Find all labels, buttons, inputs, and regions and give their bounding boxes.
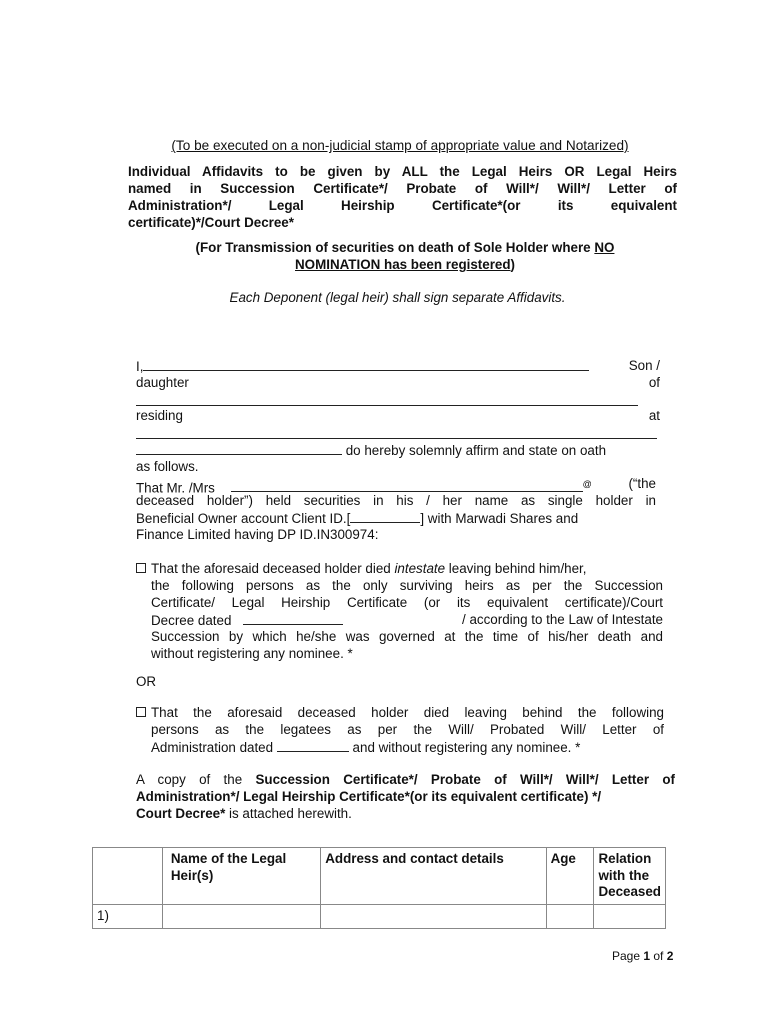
page-number bbox=[612, 949, 673, 963]
page-total: 2 bbox=[666, 949, 674, 963]
declaration-line-6 bbox=[136, 442, 660, 459]
header-name-l2: Heir(s) bbox=[170, 867, 214, 883]
title-line-4: certificate)*/Court Decree* bbox=[128, 215, 294, 230]
option-2-line-1 bbox=[136, 705, 664, 722]
page-word: Page bbox=[612, 949, 644, 963]
option-1-line-5: Succession by which he/she was governed at the time of his/her death and bbox=[151, 629, 663, 644]
decl-at-sign: @ bbox=[582, 479, 592, 489]
decl-mr: That Mr. /Mrs bbox=[136, 480, 215, 496]
opt1-intestate: intestate bbox=[394, 561, 446, 576]
copy-line-2: Administration*/ Legal Heirship Certificate*(or its equivalent certificate) */ bbox=[136, 789, 602, 804]
address-blank-2 bbox=[136, 442, 342, 455]
opt1-law: / according to the Law of Intestate bbox=[462, 612, 663, 627]
option-1-line-2: the following persons as the only surviving heirs as per the Succession bbox=[151, 578, 663, 593]
name-blank bbox=[143, 358, 589, 371]
page-current: 1 bbox=[643, 949, 651, 963]
declaration-line-2 bbox=[136, 375, 660, 392]
client-id-blank bbox=[350, 510, 420, 523]
declaration-line-1 bbox=[136, 358, 660, 375]
decl-of: of bbox=[648, 375, 660, 390]
declaration-line-7: as follows. bbox=[136, 459, 199, 474]
admin-date-blank bbox=[277, 739, 349, 752]
decl-residing: residing bbox=[136, 408, 183, 423]
opt2-text-a: That the aforesaid deceased holder died leaving behind the following bbox=[151, 705, 664, 720]
parent-name-blank bbox=[136, 405, 638, 406]
option-1-checkbox[interactable] bbox=[136, 563, 146, 573]
page-of: of bbox=[650, 949, 667, 963]
option-1-line-6: without registering any nominee. * bbox=[151, 646, 353, 661]
title-line-3: Administration*/ Legal Heirship Certificate*(or its equivalent bbox=[128, 198, 677, 213]
row-name-cell[interactable] bbox=[162, 904, 320, 928]
opt2-nominee: and without registering any nominee. * bbox=[352, 740, 581, 755]
row-age-cell[interactable] bbox=[546, 904, 594, 928]
header-name-l1: Name of the Legal bbox=[170, 851, 287, 866]
row-relation-cell[interactable] bbox=[594, 904, 666, 928]
subtitle-text: (For Transmission of securities on death of Sole Holder where bbox=[195, 240, 595, 255]
opt1-text-a: That the aforesaid deceased holder died bbox=[151, 561, 395, 576]
decl-client: Beneficial Owner account Client ID.[ bbox=[136, 511, 351, 526]
decl-at: at bbox=[648, 408, 660, 423]
option-1-line-3: Certificate/ Legal Heirship Certificate (or its equivalent certificate)/Court bbox=[151, 595, 663, 610]
stamp-note: (To be executed on a non-judicial stamp of appropriate value and Notarized) bbox=[171, 138, 629, 153]
option-1-line-1 bbox=[136, 561, 664, 578]
title-line-1: Individual Affidavits to be given by ALL the Legal Heirs OR Legal Heirs bbox=[128, 164, 677, 179]
address-blank bbox=[136, 438, 657, 439]
option-2-line-3 bbox=[151, 739, 580, 757]
header-index bbox=[93, 848, 163, 905]
row-address-cell[interactable] bbox=[321, 904, 546, 928]
opt1-decree: Decree dated bbox=[151, 613, 232, 628]
header-relation bbox=[594, 848, 666, 905]
decl-the: (“the bbox=[628, 476, 656, 491]
copy-plain-3: is attached herewith. bbox=[225, 806, 352, 821]
option-2-checkbox[interactable] bbox=[136, 707, 146, 717]
option-1-line-4 bbox=[151, 612, 663, 629]
decl-son: Son / bbox=[628, 358, 660, 373]
subtitle-line-1 bbox=[115, 240, 695, 257]
table-header-row bbox=[93, 848, 666, 905]
subtitle-close: ) bbox=[510, 257, 515, 272]
decl-daughter: daughter bbox=[136, 375, 189, 390]
declaration-line-9: deceased holder”) held securities in his / her name as single holder in bbox=[136, 493, 656, 508]
copy-line-3 bbox=[136, 806, 352, 823]
title-line-2: named in Succession Certificate*/ Probate of Will*/ Will*/ Letter of bbox=[128, 181, 677, 196]
row-index: 1) bbox=[93, 904, 163, 928]
subtitle-line-2 bbox=[115, 257, 695, 274]
header-relation-l3: Deceased bbox=[598, 884, 661, 899]
decree-date-blank bbox=[243, 612, 343, 625]
opt1-text-b: leaving behind him/her, bbox=[445, 561, 587, 576]
subtitle-nomination: NOMINATION has been registered bbox=[295, 257, 511, 272]
legal-heirs-table bbox=[92, 847, 666, 929]
copy-line-1 bbox=[136, 772, 675, 789]
option-2-line-2: persons as the legatees as per the Will/ Probated Will/ Letter of bbox=[151, 722, 664, 737]
declaration-line-8 bbox=[136, 476, 656, 496]
or-text: OR bbox=[136, 674, 157, 689]
copy-bold-1: Succession Certificate*/ Probate of Will*/ Will*/ Letter of bbox=[255, 772, 675, 787]
header-name bbox=[162, 848, 320, 905]
opt2-admin: Administration dated bbox=[151, 740, 274, 755]
copy-bold-3: Court Decree* bbox=[136, 806, 226, 821]
table-row bbox=[93, 904, 666, 928]
header-address: Address and contact details bbox=[321, 848, 546, 905]
copy-plain: A copy of the bbox=[136, 772, 256, 787]
decl-affirm: do hereby solemnly affirm and state on oath bbox=[345, 443, 607, 458]
declaration-line-10 bbox=[136, 510, 578, 528]
header-relation-l2: with the bbox=[598, 867, 650, 883]
decl-marwadi: ] with Marwadi Shares and bbox=[420, 511, 579, 526]
decl-i: I, bbox=[136, 359, 144, 374]
declaration-line-4 bbox=[136, 408, 660, 425]
subtitle-no: NO bbox=[594, 240, 615, 255]
deceased-name-blank bbox=[231, 479, 583, 492]
instruction-text: Each Deponent (legal heir) shall sign separate Affidavits. bbox=[229, 290, 566, 305]
header-age: Age bbox=[546, 848, 594, 905]
header-relation-l1: Relation bbox=[598, 851, 652, 866]
declaration-line-11: Finance Limited having DP ID.IN300974: bbox=[136, 527, 379, 542]
